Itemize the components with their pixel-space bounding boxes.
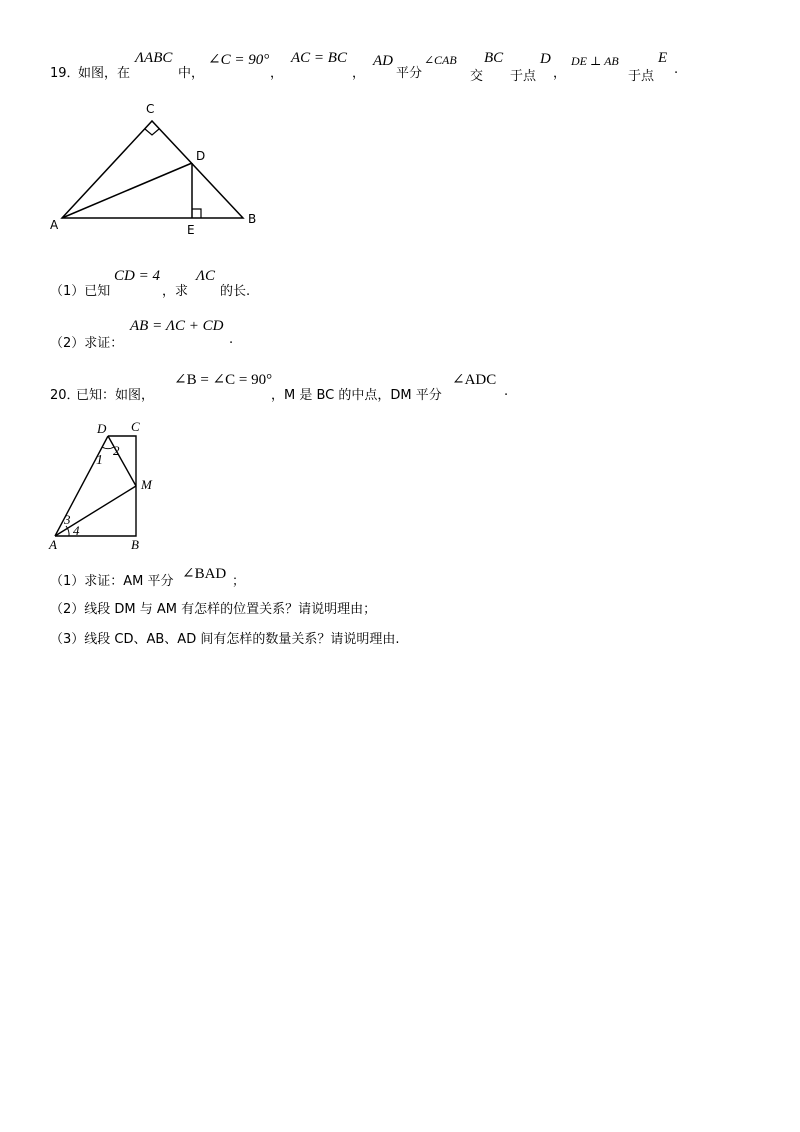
q20-angles-b-c-90: ∠B = ∠C = 90° [174,372,273,388]
q20-part1-suffix: ； [232,574,246,589]
q20-part1-angle-bad: ∠BAD [182,566,227,582]
q20-part2: （2）线段 DM 与 AM 有怎样的位置关系？请说明理由； [50,602,377,617]
q20-label-b: B [131,537,139,552]
q19-part2-equation: AB = ΛC + CD [130,318,224,334]
q19-angle-c-eq-90: ∠C = 90° [208,52,270,68]
q19-point-e: E [658,50,668,66]
q19-part1-qiu: ，求 [162,284,189,299]
q20-label-d: D [97,421,107,436]
q20-part1 [0,560,800,600]
q19-yudian-text: 于点 [628,69,655,84]
q20-label-m: M [141,477,152,492]
q20-part1-prefix: （1）求证：AM 平分 [50,574,174,589]
q20-angle-4: 4 [73,523,80,538]
q19-part1-ac: ΛC [196,268,216,284]
q19-bc: BC [484,50,504,66]
q19-label-e: E [187,223,195,237]
q19-label-d: D [196,149,206,163]
q20-angle-3: 3 [64,512,71,527]
q19-pingfen-text: 平分 [396,66,423,81]
q19-jiao-text: 交 [470,69,484,84]
q20-label-c: C [131,419,140,434]
q19-part1-prefix: （1）已知 [50,284,111,299]
q19-label-a: A [50,218,59,232]
q19-intro-text: 如图，在 [78,66,131,81]
q20-period: . [504,384,509,399]
q20-angle-adc: ∠ADC [452,372,497,388]
q20-label-a: A [49,537,57,552]
q19-ac-eq-bc: AC = BC [291,50,347,66]
q19-part1-cd-eq-4: CD = 4 [114,268,160,284]
q19-comma: ， [352,66,366,81]
q19-statement [0,48,800,88]
q20-mid-text: ，M 是 BC 的中点，DM 平分 [271,388,442,403]
q19-number: 19． [50,66,80,81]
q20-figure [45,416,175,556]
q19-label-b: B [248,212,257,226]
q19-point-d: D [540,51,551,67]
q19-triangle-abc: ΛABC [135,50,173,66]
q19-comma: ， [270,66,284,81]
q20-number: 20． [50,388,80,403]
q19-ad: AD [373,53,393,69]
q19-period: . [674,62,679,77]
q20-intro-text: 已知：如图， [76,388,155,403]
q19-comma: ， [553,66,567,81]
q19-part2-prefix: （2）求证： [50,336,124,351]
q19-part1-suffix: 的长. [220,284,251,299]
q19-yudian-text: 于点 [510,69,537,84]
q19-de-perp-ab: DE ⊥ AB [571,54,619,68]
q19-part2-suffix: . [229,332,234,347]
q20-part3: （3）线段 CD、AB、AD 间有怎样的数量关系？请说明理由. [50,632,400,647]
q19-part1 [0,268,800,308]
q20-angle-2: 2 [113,443,120,458]
q19-label-c: C [146,102,155,116]
q19-angle-cab: ∠CAB [424,53,457,67]
q20-angle-1: 1 [96,453,103,468]
q19-zhong-text: 中， [178,66,205,81]
q19-part2 [0,318,800,358]
q19-figure [45,98,275,238]
q20-statement [0,370,800,410]
